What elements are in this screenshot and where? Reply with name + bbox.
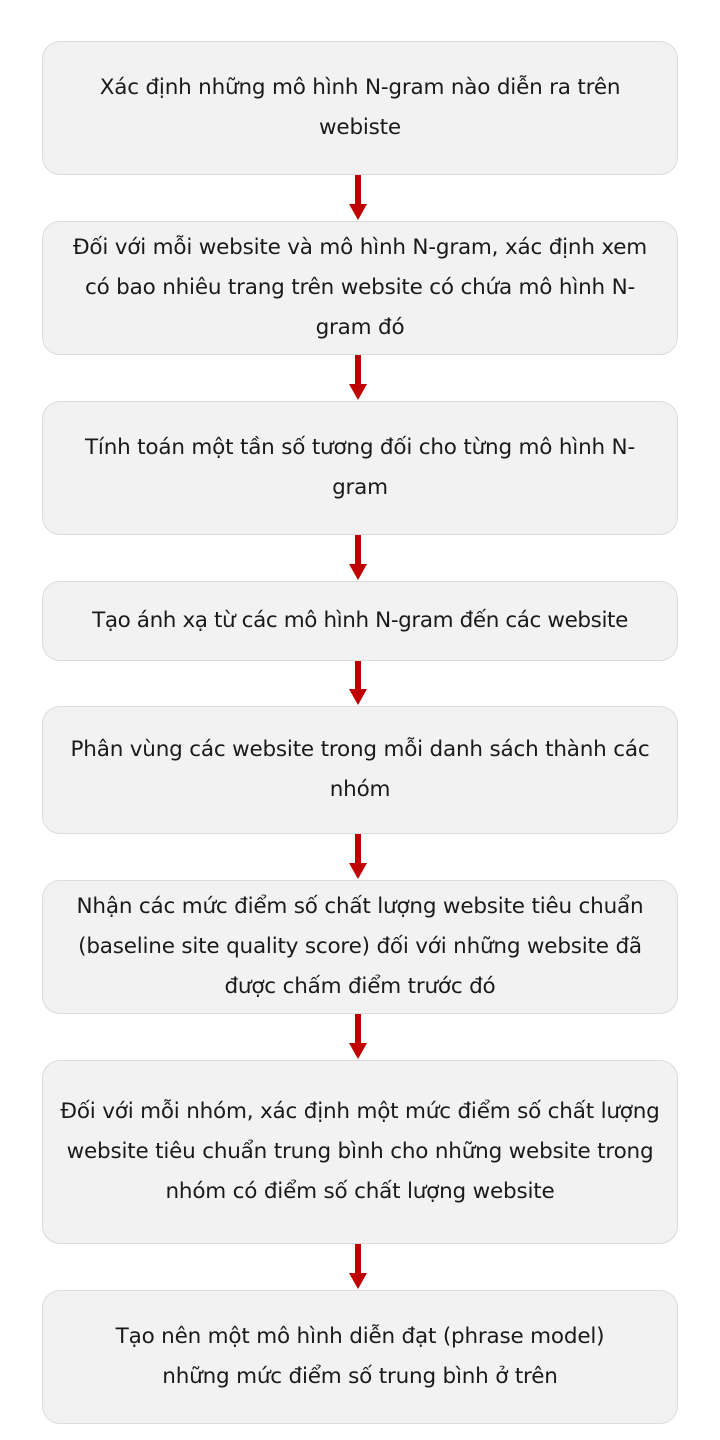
- flow-step-text: Tạo nên một mô hình diễn đạt (phrase model) những mức điểm số trung bình ở trên: [115, 1324, 605, 1389]
- down-arrow-icon: [348, 355, 368, 401]
- down-arrow-icon: [348, 661, 368, 706]
- flow-step-1: [42, 41, 678, 175]
- flow-step-text: Phân vùng các website trong mỗi danh sách thành các nhóm: [70, 737, 650, 802]
- flow-step-7: [42, 1060, 678, 1244]
- flow-step-2: [42, 221, 678, 355]
- flow-step-3: [42, 401, 678, 535]
- flow-step-6: [42, 880, 678, 1014]
- down-arrow-icon: [348, 175, 368, 221]
- flow-step-8: [42, 1290, 678, 1424]
- down-arrow-icon: [348, 1014, 368, 1060]
- down-arrow-icon: [348, 1244, 368, 1290]
- flow-step-text: Đối với mỗi nhóm, xác định một mức điểm số chất lượng website tiêu chuẩn trung bình cho những website trong nhóm có điểm số chất lượng website: [60, 1099, 660, 1204]
- flow-step-text: Tạo ánh xạ từ các mô hình N-gram đến các website: [92, 608, 628, 633]
- flow-step-text: Đối với mỗi website và mô hình N-gram, xác định xem có bao nhiêu trang trên website có chứa mô hình N-gram đó: [72, 235, 648, 340]
- flow-step-text: Tính toán một tần số tương đối cho từng mô hình N-gram: [84, 435, 636, 500]
- down-arrow-icon: [348, 834, 368, 880]
- flow-step-4: [42, 581, 678, 661]
- flow-step-5: [42, 706, 678, 834]
- down-arrow-icon: [348, 535, 368, 581]
- flow-step-text: Nhận các mức điểm số chất lượng website tiêu chuẩn (baseline site quality score) đối với những website đã được chấm điểm trước đó: [76, 894, 644, 999]
- flow-step-text: Xác định những mô hình N-gram nào diễn ra trên webiste: [99, 75, 621, 140]
